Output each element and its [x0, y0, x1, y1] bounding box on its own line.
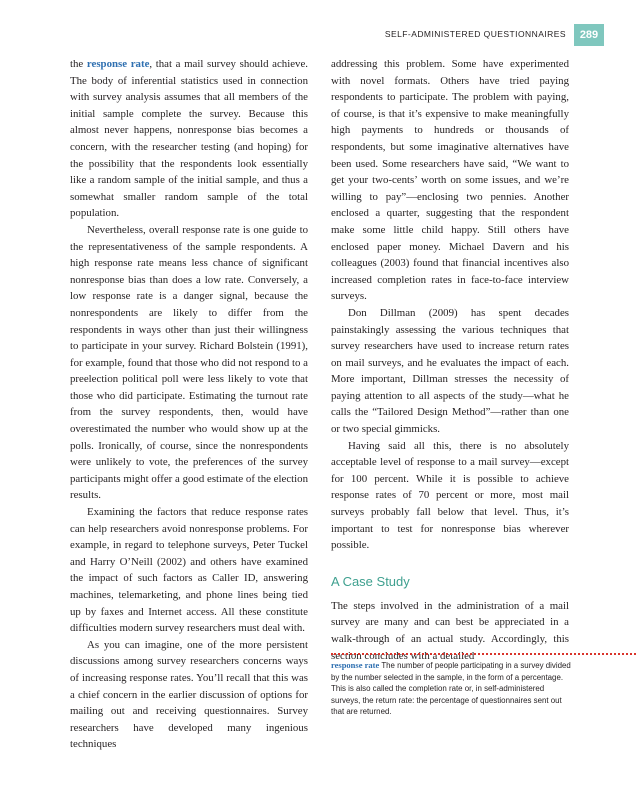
- left-column: [70, 56, 308, 753]
- left-paragraph-4: As you can imagine, one of the more persistent discussions among survey researchers concerns ways of increasing response rates. You’ll recall that this was a chief concern in the earlier discussion of options for mailing out and receiving questionnaires. Survey researchers have developed many ingenious techniques: [70, 638, 308, 751]
- p1-pre: the: [70, 58, 87, 70]
- running-head: SELF-ADMINISTERED QUESTIONNAIRES: [384, 29, 566, 39]
- key-term-response-rate: response rate: [86, 58, 150, 70]
- left-paragraph-2: Nevertheless, overall response rate is one guide to the representativeness of the sample respondents. A high response rate means less chance of significant nonresponse bias than does a low rate. Conversely, a low response rate is a danger signal, because the nonrespondents are likely to differ from the respondents in ways other than just their willingness to participate in your survey. Richard Bolstein (1991), for example, found that those who did not respond to a preelection political poll were less likely to vote that those who did participate. Estimating the turnout rate from the survey respondents, then, would have overestimated the number who would show up at the polls. Ironically, of course, since the nonrespondents were unlikely to vote, the preferences of the survey participants might offer a good estimate of the election results.: [70, 223, 308, 502]
- right-paragraph-1: addressing this problem. Some have experimented with novel formats. Others have tried paying respondents to participate. The problem with paying, of course, is that it’s expensive to make meaningfully high payments to hundreds or thousands of respondents, but some imaginative alternatives have been used. Some researchers have said, “We want to get your two-cents’ worth on some issues, and we’re willing to pay”—enclosing two pennies. Another enclosed a quarter, suggesting that the respondent make some little child happy. Still others have enclosed paper money. Michael Davern and his colleagues (2003) found that financial incentives also increased completion rates in face-to-face interview surveys.: [331, 58, 569, 303]
- glossary-box: [331, 660, 573, 718]
- right-paragraph-4: The steps involved in the administration of a mail survey are many and can best be appreciated in a walk-through of an actual study. Accordingly, this section concludes with a detailed: [331, 599, 569, 662]
- p1-post: , that a mail survey should achieve. The body of inferential statistics used in connection with survey analysis assumes that all members of the initial sample complete the survey. Because this almost never happens, nonresponse bias becomes a concern, with the researcher testing (and hoping) for the possibility that the respondents look essentially like a random sample of the initial sample, and thus a somewhat smaller random sample of the total population.: [70, 58, 308, 220]
- right-column: [331, 56, 569, 664]
- left-paragraph-3: Examining the factors that reduce response rates can help researchers avoid nonresponse problems. For example, in regard to telephone surveys, Peter Tuckel and Harry O’Neill (2002) and others have examined the impact of such factors as Caller ID, answering machines, telemarketing, and phone lines being tied up by faxes and Internet access. All these constitute difficulties modern survey researchers must deal with.: [70, 506, 308, 635]
- glossary-definition: The number of people participating in a survey divided by the number selected in the sample, in the form of a percentage. This is also called the completion rate or, in self-administered surveys, the return rate: the percentage of questionnaires sent out that are returned.: [331, 661, 571, 717]
- glossary-divider: [331, 653, 636, 655]
- glossary-term: response rate: [331, 660, 380, 670]
- right-paragraph-2: Don Dillman (2009) has spent decades painstakingly assessing the various techniques that survey researchers have used to increase return rates on mail surveys, and he evaluates the impact of each. More important, Dillman stresses the necessity of paying attention to all aspects of the study—what he calls the “Tailored Design Method”—rather than one or two special gimmicks.: [331, 306, 569, 436]
- section-heading-case-study: A Case Study: [331, 573, 410, 589]
- right-paragraph-3: Having said all this, there is no absolutely acceptable level of response to a mail survey—except for 100 percent. While it is possible to achieve response rates of 70 percent or more, most mail surveys probably fall below that level. Thus, it’s important to test for nonresponse bias wherever possible.: [331, 439, 569, 552]
- page-number-badge: 289: [574, 24, 604, 46]
- left-paragraph-1: [70, 56, 308, 222]
